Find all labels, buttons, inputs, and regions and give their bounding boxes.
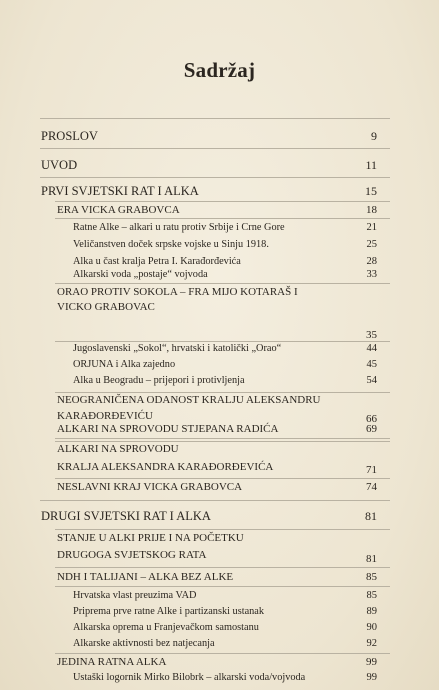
toc-entry-label: Alka u Beogradu – prijepori i protivljenja <box>73 375 245 386</box>
separator-line <box>55 283 390 284</box>
toc-entry-label: ERA VICKA GRABOVCA <box>57 204 180 216</box>
toc-page-number: 45 <box>366 359 377 370</box>
toc-entry-label-line2: DRUGOGA SVJETSKOG RATA <box>57 549 207 561</box>
toc-page-number: 81 <box>366 553 377 565</box>
page-title: Sadržaj <box>183 58 256 82</box>
toc-entry-label: DRUGI SVJETSKI RAT I ALKA <box>41 509 211 523</box>
toc-entry-label-line2: KRALJA ALEKSANDRA KARAĐORĐEVIĆA <box>57 461 274 473</box>
toc-entry-label: Alka u čast kralja Petra I. Karađorđevića <box>73 256 241 267</box>
toc-page-number: 74 <box>366 481 377 493</box>
toc-page-number: 9 <box>371 129 377 143</box>
separator-line <box>55 341 390 342</box>
separator-line <box>55 218 390 219</box>
toc-page-number: 21 <box>366 222 377 233</box>
toc-page-number: 66 <box>366 413 377 425</box>
toc-page-number: 25 <box>366 239 377 250</box>
toc-entry-label-line2: KARAĐORĐEVIĆU <box>57 410 153 422</box>
toc-entry-label: Ustaški logornik Mirko Bilobrk – alkarski voda/vojvoda <box>73 672 306 683</box>
toc-page-number: 33 <box>366 269 377 280</box>
toc-page-number: 35 <box>366 329 377 341</box>
toc-entry-label: Alkarske aktivnosti bez natjecanja <box>73 638 215 649</box>
toc-page-number: 44 <box>366 343 377 354</box>
toc-page-number: 54 <box>366 375 377 386</box>
separator-line <box>55 567 390 568</box>
toc-page-number: 18 <box>366 204 377 216</box>
toc-entry-label: Jugoslavenski „Sokol“, hrvatski i katolički „Orao“ <box>73 343 282 354</box>
toc-page-number: 92 <box>366 638 377 649</box>
toc-entry-label: Hrvatska vlast preuzima VAD <box>73 590 197 601</box>
toc-entry-label: Alkarski voda „postaje“ vojvoda <box>73 269 208 280</box>
toc-page-number: 99 <box>366 672 377 683</box>
toc-entry-label: ORJUNA i Alka zajedno <box>73 359 176 370</box>
separator-line <box>55 392 390 393</box>
separator-line <box>55 653 390 654</box>
toc-entry-label: NESLAVNI KRAJ VICKA GRABOVCA <box>57 481 243 493</box>
toc-page-number: 90 <box>366 622 377 633</box>
toc-page-number: 28 <box>366 256 377 267</box>
toc-page-number: 85 <box>366 590 377 601</box>
separator-line <box>55 441 390 442</box>
toc-entry-label: PRVI SVJETSKI RAT I ALKA <box>41 184 199 198</box>
toc-entry-label: Alkarska oprema u Franjevačkom samostanu <box>73 622 259 633</box>
separator-line <box>55 438 390 439</box>
toc-page-number: 11 <box>365 158 377 172</box>
toc-entry-label: UVOD <box>41 158 78 172</box>
toc-page-number: 89 <box>366 606 377 617</box>
toc-entry-label: JEDINA RATNA ALKA <box>57 656 167 668</box>
toc-entry-label-line2: VICKO GRABOVAC <box>57 301 155 313</box>
toc-page-number: 81 <box>365 509 377 523</box>
separator-line <box>40 148 390 149</box>
toc-page-number: 69 <box>366 423 377 435</box>
toc-entry-label: Priprema prve ratne Alke i partizanski ustanak <box>73 606 264 617</box>
separator-line <box>40 177 390 178</box>
toc-entry-label: ALKARI NA SPROVODU STJEPANA RADIĆA <box>57 423 279 435</box>
separator-line <box>55 529 390 530</box>
toc-entry-label: NEOGRANIČENA ODANOST KRALJU ALEKSANDRU <box>57 394 321 406</box>
toc-entry-label: STANJE U ALKI PRIJE I NA POČETKU <box>57 532 244 544</box>
toc-page-number: 71 <box>366 464 377 476</box>
toc-entry-label: ORAO PROTIV SOKOLA – FRA MIJO KOTARAŠ I <box>57 286 298 298</box>
toc-entry-label: ALKARI NA SPROVODU <box>57 443 179 455</box>
separator-line <box>55 478 390 479</box>
separator-line <box>55 201 390 202</box>
toc-page-number: 99 <box>366 656 377 668</box>
toc-page-number: 85 <box>366 571 377 583</box>
toc-entry-label: PROSLOV <box>41 129 98 143</box>
toc-entry-label: NDH I TALIJANI – ALKA BEZ ALKE <box>57 571 234 583</box>
toc-entry-label: Veličanstven doček srpske vojske u Sinju 1918. <box>73 239 269 250</box>
separator-line <box>55 586 390 587</box>
toc-entry-label: Ratne Alke – alkari u ratu protiv Srbije i Crne Gore <box>73 222 285 233</box>
separator-line <box>40 500 390 501</box>
toc-page-number: 15 <box>365 184 377 198</box>
separator-line <box>40 118 390 119</box>
